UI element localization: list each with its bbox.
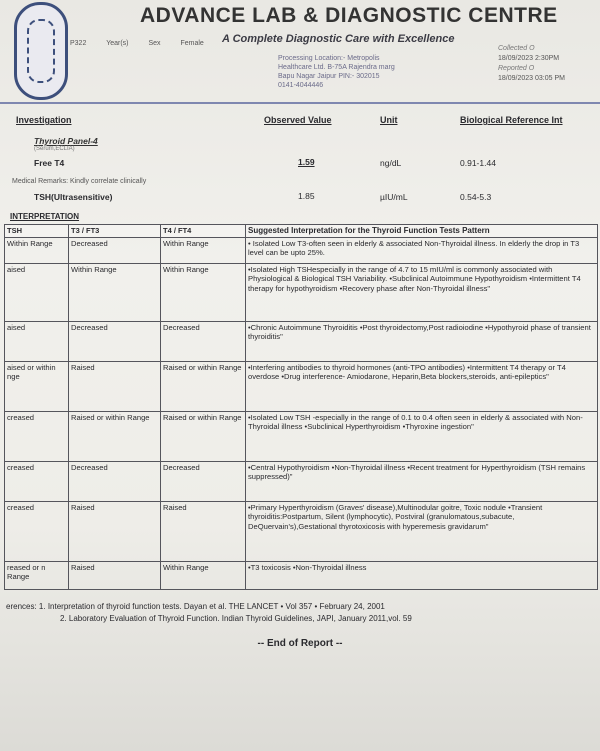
col-investigation: Investigation [16, 115, 72, 125]
collected-date: 18/09/2023 2:30PM [498, 55, 560, 62]
test-unit-tsh: µIU/mL [380, 192, 408, 202]
col-observed: Observed Value [264, 115, 332, 125]
header-suggested: Suggested Interpretation for the Thyroid Function Tests Pattern [246, 225, 598, 238]
table-row: aised or within nge Raised Raised or within Range •Interfering antibodies to thyroid hormones (anti-TPO antibodies) •Intermittent T4 therapy or T4 overdose •Drug interference- Amiodarone, Heparin,Beta blockers,steroids, anti-epileptics" [5, 361, 598, 411]
patient-id: P322 [70, 40, 87, 47]
test-range-ft4: 0.91-1.44 [460, 158, 496, 168]
reported-date: 18/09/2023 03:05 PM [498, 75, 565, 82]
test-value-ft4: 1.59 [298, 157, 315, 167]
table-row: Within Range Decreased Within Range • Isolated Low T3-often seen in elderly & associated Non-Thyroidal illness. In elderly the drop in T3 level can be upto 25%. [5, 237, 598, 263]
table-row: creased Raised or within Range Raised or within Range •Isolated Low TSH -especially in the range of 0.1 to 0.4 often seen in elderly & associated with Non-Thyroidal illness •Subclinical Hyperthyroidism •Thyroxine ingestion" [5, 411, 598, 461]
sex-label: Sex [148, 40, 161, 47]
test-name-ft4: Free T4 [34, 158, 65, 168]
test-name-tsh: TSH(Ultrasensitive) [34, 192, 113, 202]
table-row: creased Raised Raised •Primary Hyperthyroidism (Graves' disease),Multinodular goitre, Toxic nodule •Transient thyroiditis:Postpartum, Silent (lymphocytic), Postviral (granulomatous,subacute, DeQuervain's),Gestational thyrotoxicosis with hyperemesis gravidarum" [5, 501, 598, 561]
end-of-report: -- End of Report -- [257, 638, 343, 649]
interpretation-title: INTERPRETATION [10, 212, 80, 221]
report-header [0, 0, 600, 108]
references-label: erences: [6, 602, 37, 611]
patient-info [70, 40, 222, 47]
panel-sample: (Serum,ECLIA) [34, 146, 75, 152]
header-t3: T3 / FT3 [69, 225, 161, 238]
test-unit-ft4: ng/dL [380, 158, 402, 168]
table-row: reased or n Range Raised Within Range •T3 toxicosis •Non-Thyroidal illness [5, 561, 598, 589]
table-row: creased Decreased Decreased •Central Hypothyroidism •Non-Thyroidal illness •Recent treatment for Hyperthyroidism (TSH remains suppressed)" [5, 461, 598, 501]
collected-label: Collected O [498, 45, 535, 52]
sex-value: Female [180, 40, 204, 47]
interpretation-table [4, 224, 598, 590]
report-dates [498, 44, 565, 84]
test-range-tsh: 0.54-5.3 [460, 192, 492, 202]
header-divider [0, 102, 600, 104]
lab-logo-stamp [14, 2, 68, 100]
col-reference: Biological Reference Int [460, 115, 563, 125]
processing-location: Processing Location:- Metropolis Healthcare Ltd. B-75A Rajendra marg Bapu Nagar Jaipur PIN:- 302015 0141-4044446 [278, 55, 395, 89]
header-t4: T4 / FT4 [161, 225, 246, 238]
table-header-row [5, 225, 598, 238]
panel-name: Thyroid Panel-4 [34, 136, 98, 146]
lab-name: ADVANCE LAB & DIAGNOSTIC CENTRE [140, 4, 558, 27]
col-unit: Unit [380, 115, 398, 125]
table-row: aised Decreased Decreased •Chronic Autoimmune Thyroiditis •Post thyroidectomy,Post radioiodine •Hypothyroid phase of transient thyroiditis" [5, 321, 598, 361]
medical-remarks: Medical Remarks: Kindly correlate clinically [12, 178, 147, 185]
age-label: Year(s) [106, 40, 129, 47]
reference-1: 1. Interpretation of thyroid function tests. Dayan et al. THE LANCET • Vol 357 • February 24, 2001 [38, 602, 385, 611]
header-tsh: TSH [5, 225, 69, 238]
reference-2: 2. Laboratory Evaluation of Thyroid Function. Indian Thyroid Guidelines, JAPI, January 2011,vol. 59 [60, 614, 412, 623]
references [6, 601, 412, 625]
lab-tagline: A Complete Diagnostic Care with Excellence [222, 33, 455, 45]
table-row: aised Within Range Within Range •Isolated High TSHespecially in the range of 4.7 to 15 mIU/ml is commonly associated with Physiological & Biological TSH Variability. •Subclinical Autoimmune Hypothyroidism •Intermittent T4 therapy for hypothyroidism •Recovery phase after Non-Thyroidal illness" [5, 263, 598, 321]
reported-label: Reported O [498, 65, 535, 72]
test-value-tsh: 1.85 [298, 191, 315, 201]
